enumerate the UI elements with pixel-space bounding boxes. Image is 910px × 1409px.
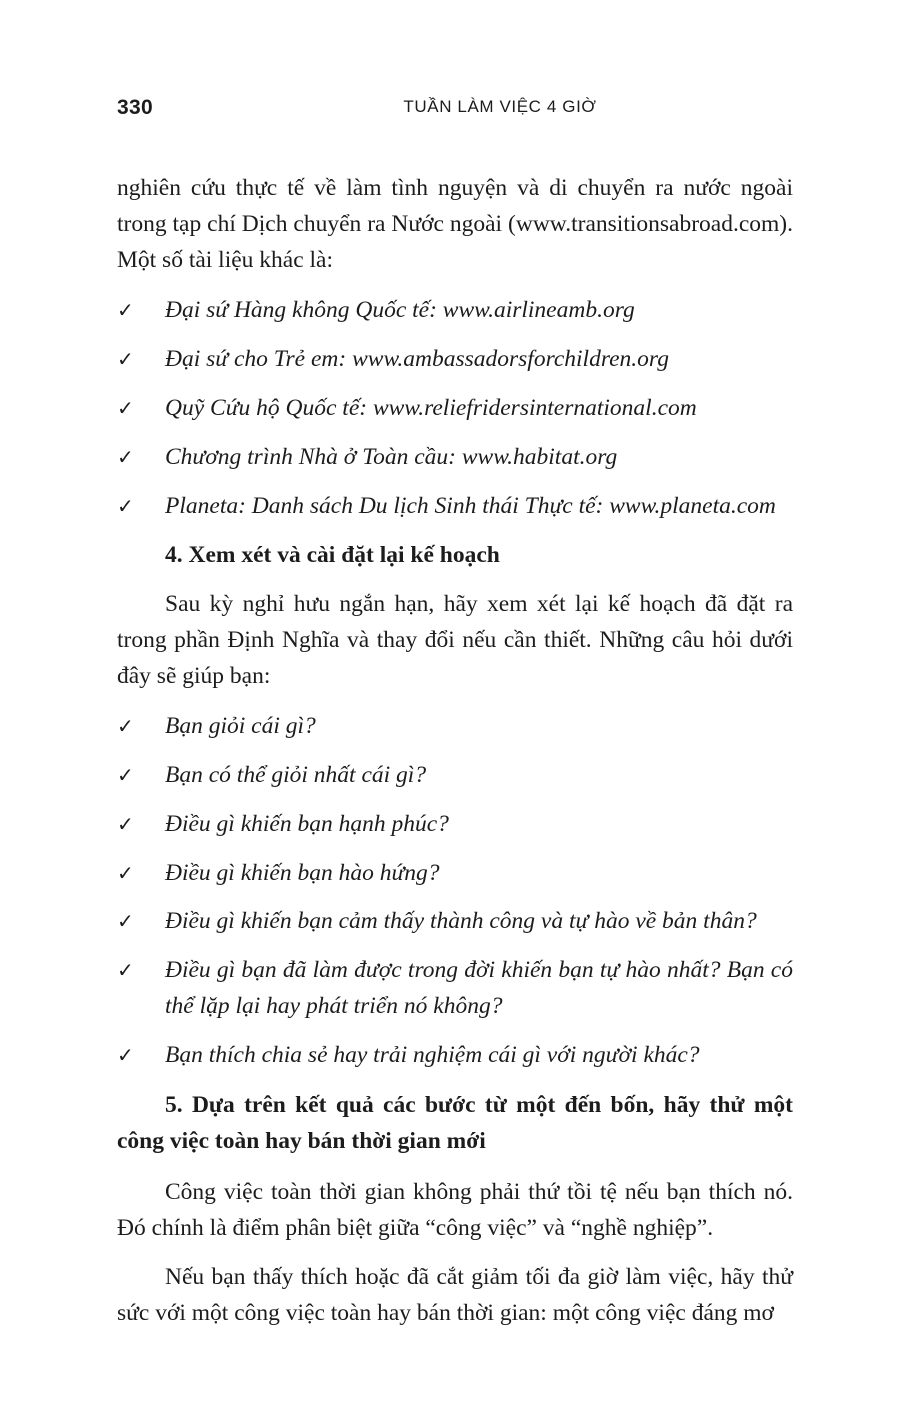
resource-text: Planeta: Danh sách Du lịch Sinh thái Thực tế: www.planeta.com [165, 493, 776, 519]
resource-text: Chương trình Nhà ở Toàn cầu: www.habitat.org [165, 444, 618, 470]
check-mark-icon: ✓ [117, 812, 134, 836]
question-item [117, 903, 793, 939]
running-header: TUẦN LÀM VIỆC 4 GIỜ [403, 97, 597, 116]
section-5-paragraph-2: Nếu bạn thấy thích hoặc đã cắt giảm tối đa giờ làm việc, hãy thử sức với một công việc toàn hay bán thời gian: một công việc đáng mơ [117, 1264, 793, 1326]
check-mark-icon: ✓ [117, 958, 134, 982]
question-text: Điều gì khiến bạn hạnh phúc? [165, 811, 449, 837]
check-mark-icon: ✓ [117, 1043, 134, 1067]
question-text: Bạn giỏi cái gì? [165, 713, 316, 739]
section-5-heading: 5. Dựa trên kết quả các bước từ một đến bốn, hãy thử một công việc toàn hay bán thời gian mới [117, 1092, 793, 1154]
check-mark-icon: ✓ [117, 763, 134, 787]
resource-item [117, 341, 793, 377]
question-text: Bạn có thể giỏi nhất cái gì? [165, 762, 427, 788]
question-item [117, 806, 793, 842]
resource-text: Quỹ Cứu hộ Quốc tế: www.reliefridersinternational.com [165, 395, 697, 421]
page-number: 330 [117, 96, 153, 119]
resource-item [117, 292, 793, 328]
question-text: Điều gì khiến bạn cảm thấy thành công và tự hào về bản thân? [165, 908, 757, 934]
question-item [117, 1037, 793, 1073]
section-4-paragraph: Sau kỳ nghỉ hưu ngắn hạn, hãy xem xét lại kế hoạch đã đặt ra trong phần Định Nghĩa và thay đổi nếu cần thiết. Những câu hỏi dưới đây sẽ giúp bạn: [117, 591, 793, 689]
check-mark-icon: ✓ [117, 445, 134, 469]
question-item [117, 757, 793, 793]
question-item [117, 952, 793, 1024]
question-text: Điều gì bạn đã làm được trong đời khiến bạn tự hào nhất? Bạn có thể lặp lại hay phát triển nó không? [165, 957, 793, 1019]
resource-item [117, 390, 793, 426]
question-item [117, 855, 793, 891]
intro-paragraph: nghiên cứu thực tế về làm tình nguyện và di chuyển ra nước ngoài trong tạp chí Dịch chuyển ra Nước ngoài (www.transitionsabroad.com). Một số tài liệu khác là: [117, 175, 793, 273]
resource-text: Đại sứ cho Trẻ em: www.ambassadorsforchildren.org [165, 346, 669, 372]
question-text: Bạn thích chia sẻ hay trải nghiệm cái gì với người khác? [165, 1042, 700, 1068]
section-4-heading: 4. Xem xét và cài đặt lại kế hoạch [165, 542, 500, 568]
check-mark-icon: ✓ [117, 347, 134, 371]
check-mark-icon: ✓ [117, 298, 134, 322]
resource-item [117, 488, 793, 524]
check-mark-icon: ✓ [117, 396, 134, 420]
resource-item [117, 439, 793, 475]
check-mark-icon: ✓ [117, 714, 134, 738]
question-text: Điều gì khiến bạn hào hứng? [165, 860, 440, 886]
question-item [117, 708, 793, 744]
check-mark-icon: ✓ [117, 861, 134, 885]
resource-text: Đại sứ Hàng không Quốc tế: www.airlineamb.org [165, 297, 635, 323]
check-mark-icon: ✓ [117, 909, 134, 933]
section-5-paragraph-1: Công việc toàn thời gian không phải thứ tồi tệ nếu bạn thích nó. Đó chính là điểm phân biệt giữa “công việc” và “nghề nghiệp”. [117, 1179, 793, 1241]
check-mark-icon: ✓ [117, 494, 134, 518]
